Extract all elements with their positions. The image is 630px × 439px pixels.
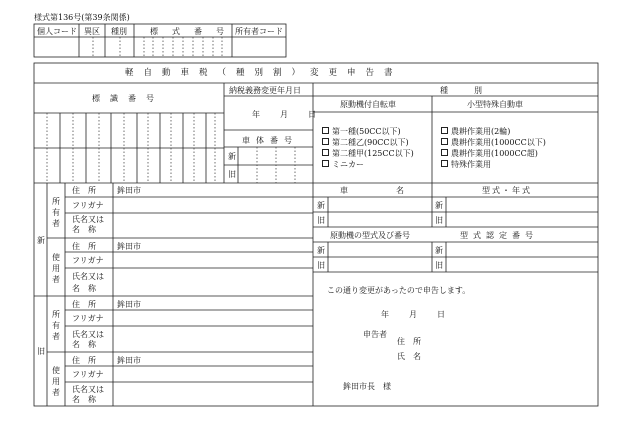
plate-number-label: 標識番号 bbox=[92, 94, 164, 103]
small-special-option-2-label: 農耕作業用(1000CC以下) bbox=[451, 138, 546, 147]
declaration-statement: この通り変更があったので申告します。 bbox=[327, 286, 471, 295]
checkbox-icon[interactable] bbox=[441, 149, 448, 156]
old-user-label: 使用者 bbox=[52, 366, 60, 397]
small-special-option-2[interactable] bbox=[441, 138, 546, 147]
moped-option-4-label: ミニカー bbox=[332, 160, 364, 169]
mayor-addressee: 鉾田市長 様 bbox=[343, 382, 391, 391]
checkbox-icon[interactable] bbox=[441, 138, 448, 145]
form-number: 様式第136号(第39条関係) bbox=[34, 13, 130, 22]
small-special-option-4[interactable] bbox=[441, 160, 491, 169]
new-owner-name-label-1: 氏名又は bbox=[72, 215, 104, 224]
new-owner-name-label-2: 名 称 bbox=[72, 225, 96, 234]
small-special-option-3[interactable] bbox=[441, 149, 538, 158]
old-owner-furigana-label: フリガナ bbox=[72, 314, 104, 323]
cert-old-label: 旧 bbox=[435, 261, 443, 270]
old-user-city[interactable]: 鉾田市 bbox=[117, 356, 141, 365]
engine-old-label: 旧 bbox=[317, 261, 325, 270]
moped-option-1-label: 第一種(50CC以下) bbox=[332, 127, 401, 136]
form-title: 軽自動車税（種別割）変更申告書 bbox=[125, 68, 403, 78]
owner-code-label: 所有者コード bbox=[235, 27, 283, 36]
old-owner-name-label-2: 名 称 bbox=[72, 340, 96, 349]
cert-new-label: 新 bbox=[435, 246, 443, 255]
moped-option-2[interactable] bbox=[322, 138, 409, 147]
old-user-furigana-label: フリガナ bbox=[72, 370, 104, 379]
new-user-name-label-1: 氏名又は bbox=[72, 272, 104, 281]
engine-label: 原動機の型式及び番号 bbox=[330, 231, 410, 240]
new-user-label: 使用者 bbox=[52, 253, 60, 284]
moped-option-4[interactable] bbox=[322, 160, 364, 169]
model-old-label: 旧 bbox=[435, 216, 443, 225]
checkbox-icon[interactable] bbox=[322, 149, 329, 156]
chassis-number-label: 車体番号 bbox=[242, 136, 298, 145]
checkbox-icon[interactable] bbox=[441, 160, 448, 167]
plate-code-label: 標 式 番 号 bbox=[150, 27, 227, 36]
old-owner-label: 所有者 bbox=[52, 310, 60, 341]
checkbox-icon[interactable] bbox=[322, 160, 329, 167]
old-owner-address-label: 住 所 bbox=[72, 300, 96, 309]
vehicle-name-label: 車 名 bbox=[340, 186, 424, 195]
moped-option-1[interactable] bbox=[322, 127, 401, 136]
section-old-label: 旧 bbox=[37, 347, 45, 356]
small-special-option-1-label: 農耕作業用(2輪) bbox=[451, 127, 511, 136]
chassis-new-label: 新 bbox=[228, 152, 236, 161]
old-owner-city[interactable]: 鉾田市 bbox=[117, 300, 141, 309]
declarant-label: 申告者 bbox=[363, 330, 387, 339]
model-cert-label: 型式認定番号 bbox=[460, 231, 538, 240]
checkbox-icon[interactable] bbox=[322, 138, 329, 145]
checkbox-icon[interactable] bbox=[441, 127, 448, 134]
new-owner-furigana-label: フリガナ bbox=[72, 201, 104, 210]
declarant-name-label: 氏 名 bbox=[397, 352, 421, 361]
moped-option-2-label: 第二種乙(90CC以下) bbox=[332, 138, 409, 147]
moped-option-3[interactable] bbox=[322, 149, 414, 158]
new-user-furigana-label: フリガナ bbox=[72, 256, 104, 265]
new-owner-label: 所有者 bbox=[52, 197, 60, 228]
old-owner-name-label-1: 氏名又は bbox=[72, 330, 104, 339]
category-label: 種別 bbox=[111, 27, 127, 36]
new-user-name-label-2: 名 称 bbox=[72, 284, 96, 293]
small-special-option-3-label: 農耕作業用(1000CC超) bbox=[451, 149, 538, 158]
new-user-address-label: 住 所 bbox=[72, 242, 96, 251]
new-owner-address-label: 住 所 bbox=[72, 186, 96, 195]
moped-option-3-label: 第二種甲(125CC以下) bbox=[332, 149, 414, 158]
old-user-name-label-2: 名 称 bbox=[72, 395, 96, 404]
declarant-address-label: 住 所 bbox=[397, 337, 421, 346]
tax-change-date-value[interactable]: 年 月 日 bbox=[252, 110, 322, 119]
chassis-old-label: 旧 bbox=[228, 170, 236, 179]
moped-label: 原動機付自転車 bbox=[340, 100, 396, 109]
new-owner-city[interactable]: 鉾田市 bbox=[117, 186, 141, 195]
new-user-city[interactable]: 鉾田市 bbox=[117, 242, 141, 251]
old-user-address-label: 住 所 bbox=[72, 356, 96, 365]
type-label: 種別 bbox=[440, 86, 508, 95]
section-new-label: 新 bbox=[37, 236, 45, 245]
declaration-date[interactable]: 年 月 日 bbox=[381, 310, 451, 319]
small-special-label: 小型特殊自動車 bbox=[467, 100, 523, 109]
vehicle-old-label: 旧 bbox=[317, 216, 325, 225]
personal-code-label: 個人コード bbox=[37, 27, 77, 36]
tax-change-date-label: 納税義務変更年月日 bbox=[229, 86, 301, 95]
small-special-option-1[interactable] bbox=[441, 127, 510, 136]
model-new-label: 新 bbox=[435, 201, 443, 210]
old-user-name-label-1: 氏名又は bbox=[72, 385, 104, 394]
model-year-label: 型式・年式 bbox=[482, 186, 532, 195]
vehicle-new-label: 新 bbox=[317, 201, 325, 210]
checkbox-icon[interactable] bbox=[322, 127, 329, 134]
small-special-option-4-label: 特殊作業用 bbox=[451, 160, 491, 169]
engine-new-label: 新 bbox=[317, 246, 325, 255]
district-label: 異区 bbox=[84, 27, 100, 36]
